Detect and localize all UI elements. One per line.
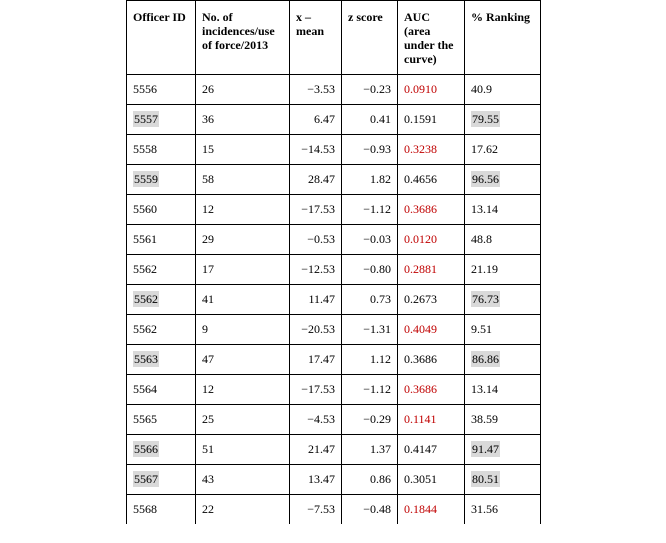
- cell-ranking: 9.51: [465, 315, 541, 345]
- cell-auc: 0.4147: [398, 435, 465, 465]
- table-row: [127, 75, 541, 105]
- cell-incidences: 12: [196, 375, 290, 405]
- cell-incidences: 47: [196, 345, 290, 375]
- cell-z-score: 0.41: [342, 105, 398, 135]
- highlighted-value: 5557: [134, 112, 158, 126]
- cell-ranking: 21.19: [465, 255, 541, 285]
- cell-ranking: [465, 285, 541, 315]
- cell-officer-id: 5561: [127, 225, 196, 255]
- cell-z-score: −0.93: [342, 135, 398, 165]
- header-row: [127, 1, 541, 75]
- cell-officer-id: 5558: [127, 135, 196, 165]
- cell-incidences: 15: [196, 135, 290, 165]
- cell-ranking: [465, 165, 541, 195]
- cell-z-score: −0.29: [342, 405, 398, 435]
- cell-auc: 0.3238: [398, 135, 465, 165]
- cell-officer-id: [127, 465, 196, 495]
- header-officer-id: Officer ID: [127, 1, 196, 75]
- cell-x-minus-mean: 11.47: [290, 285, 342, 315]
- cell-x-minus-mean: 17.47: [290, 345, 342, 375]
- cell-auc: 0.0120: [398, 225, 465, 255]
- cell-incidences: 9: [196, 315, 290, 345]
- cell-incidences: 51: [196, 435, 290, 465]
- table-body: [127, 75, 541, 524]
- cell-z-score: −0.48: [342, 495, 398, 524]
- cell-officer-id: 5568: [127, 495, 196, 524]
- cell-auc: 0.1844: [398, 495, 465, 524]
- cell-x-minus-mean: −0.53: [290, 225, 342, 255]
- cell-officer-id: 5562: [127, 255, 196, 285]
- cell-incidences: 26: [196, 75, 290, 105]
- highlighted-value: 86.86: [472, 352, 499, 366]
- cell-auc: 0.1141: [398, 405, 465, 435]
- officer-force-table: [126, 0, 541, 524]
- cell-auc: 0.3686: [398, 375, 465, 405]
- cell-z-score: 1.82: [342, 165, 398, 195]
- table-row: [127, 375, 541, 405]
- cell-incidences: 22: [196, 495, 290, 524]
- cell-ranking: [465, 105, 541, 135]
- cell-x-minus-mean: 21.47: [290, 435, 342, 465]
- cell-auc: 0.4049: [398, 315, 465, 345]
- highlighted-value: 96.56: [472, 172, 499, 186]
- cell-incidences: 12: [196, 195, 290, 225]
- cell-officer-id: 5560: [127, 195, 196, 225]
- cell-incidences: 17: [196, 255, 290, 285]
- cell-auc: 0.3051: [398, 465, 465, 495]
- highlighted-value: 79.55: [472, 112, 499, 126]
- cell-z-score: −0.80: [342, 255, 398, 285]
- cell-ranking: 31.56: [465, 495, 541, 524]
- table-row: [127, 285, 541, 315]
- cell-auc: 0.1591: [398, 105, 465, 135]
- cell-x-minus-mean: −3.53: [290, 75, 342, 105]
- highlighted-value: 91.47: [472, 442, 499, 456]
- cell-x-minus-mean: 6.47: [290, 105, 342, 135]
- cell-auc: 0.3686: [398, 195, 465, 225]
- cell-officer-id: [127, 285, 196, 315]
- cell-officer-id: 5564: [127, 375, 196, 405]
- cell-ranking: 17.62: [465, 135, 541, 165]
- cell-auc: 0.4656: [398, 165, 465, 195]
- cell-z-score: 1.37: [342, 435, 398, 465]
- table-row: [127, 105, 541, 135]
- cell-ranking: 13.14: [465, 195, 541, 225]
- cell-auc: 0.2673: [398, 285, 465, 315]
- highlighted-value: 5563: [134, 352, 158, 366]
- cell-x-minus-mean: −17.53: [290, 195, 342, 225]
- cell-incidences: 29: [196, 225, 290, 255]
- cell-z-score: −0.23: [342, 75, 398, 105]
- table-row: [127, 225, 541, 255]
- cell-incidences: 43: [196, 465, 290, 495]
- header-auc: AUC (area under the curve): [398, 1, 465, 75]
- cell-ranking: [465, 345, 541, 375]
- cell-z-score: 0.86: [342, 465, 398, 495]
- table-row: [127, 405, 541, 435]
- cell-x-minus-mean: −14.53: [290, 135, 342, 165]
- cell-auc: 0.2881: [398, 255, 465, 285]
- cell-x-minus-mean: 13.47: [290, 465, 342, 495]
- cell-x-minus-mean: −12.53: [290, 255, 342, 285]
- cell-officer-id: [127, 165, 196, 195]
- cell-x-minus-mean: −20.53: [290, 315, 342, 345]
- cell-x-minus-mean: −4.53: [290, 405, 342, 435]
- cell-z-score: −1.12: [342, 195, 398, 225]
- cell-x-minus-mean: −7.53: [290, 495, 342, 524]
- cell-z-score: −1.12: [342, 375, 398, 405]
- table-row: [127, 315, 541, 345]
- table-row: [127, 195, 541, 225]
- cell-incidences: 25: [196, 405, 290, 435]
- highlighted-value: 80.51: [472, 472, 499, 486]
- table-row: [127, 165, 541, 195]
- cell-z-score: 1.12: [342, 345, 398, 375]
- cell-officer-id: [127, 345, 196, 375]
- cell-ranking: [465, 435, 541, 465]
- cell-z-score: −0.03: [342, 225, 398, 255]
- highlighted-value: 5559: [134, 172, 158, 186]
- cell-officer-id: [127, 105, 196, 135]
- cell-x-minus-mean: −17.53: [290, 375, 342, 405]
- cell-x-minus-mean: 28.47: [290, 165, 342, 195]
- table-row: [127, 255, 541, 285]
- table-row: [127, 495, 541, 524]
- cell-auc: 0.3686: [398, 345, 465, 375]
- cell-ranking: 48.8: [465, 225, 541, 255]
- cell-incidences: 36: [196, 105, 290, 135]
- header-incidences: No. of incidences/use of force/2013: [196, 1, 290, 75]
- header-ranking: % Ranking: [465, 1, 541, 75]
- cell-ranking: [465, 465, 541, 495]
- cell-incidences: 58: [196, 165, 290, 195]
- cell-officer-id: 5556: [127, 75, 196, 105]
- table-row: [127, 465, 541, 495]
- cell-z-score: −1.31: [342, 315, 398, 345]
- cell-officer-id: [127, 435, 196, 465]
- cell-auc: 0.0910: [398, 75, 465, 105]
- highlighted-value: 5562: [134, 292, 158, 306]
- cell-ranking: 40.9: [465, 75, 541, 105]
- table-row: [127, 435, 541, 465]
- cell-incidences: 41: [196, 285, 290, 315]
- cell-officer-id: 5565: [127, 405, 196, 435]
- cell-officer-id: 5562: [127, 315, 196, 345]
- cell-ranking: 13.14: [465, 375, 541, 405]
- cell-ranking: 38.59: [465, 405, 541, 435]
- table-row: [127, 135, 541, 165]
- highlighted-value: 76.73: [472, 292, 499, 306]
- highlighted-value: 5566: [134, 442, 158, 456]
- table-row: [127, 345, 541, 375]
- header-z-score: z score: [342, 1, 398, 75]
- header-x-minus-mean: x – mean: [290, 1, 342, 75]
- highlighted-value: 5567: [134, 472, 158, 486]
- cell-z-score: 0.73: [342, 285, 398, 315]
